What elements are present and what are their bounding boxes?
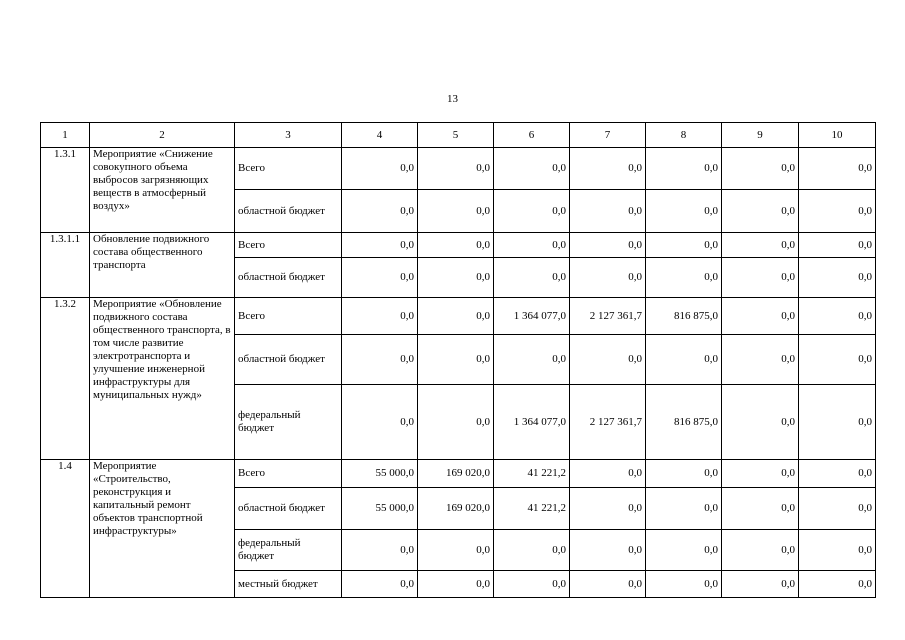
value-cell: 0,0 <box>494 530 570 571</box>
value-cell: 0,0 <box>418 571 494 598</box>
value-cell: 0,0 <box>799 190 876 233</box>
value-cell: 0,0 <box>570 233 646 258</box>
value-cell: 1 364 077,0 <box>494 385 570 460</box>
value-cell: 0,0 <box>342 530 418 571</box>
funding-source: Всего <box>235 148 342 190</box>
value-cell: 41 221,2 <box>494 460 570 488</box>
value-cell: 0,0 <box>418 385 494 460</box>
header-cell: 10 <box>799 123 876 148</box>
funding-source: областной бюджет <box>235 190 342 233</box>
value-cell: 0,0 <box>342 298 418 335</box>
value-cell: 0,0 <box>418 148 494 190</box>
value-cell: 0,0 <box>494 148 570 190</box>
value-cell: 0,0 <box>722 335 799 385</box>
value-cell: 0,0 <box>418 258 494 298</box>
value-cell: 2 127 361,7 <box>570 385 646 460</box>
value-cell: 0,0 <box>342 258 418 298</box>
value-cell: 0,0 <box>799 233 876 258</box>
value-cell: 0,0 <box>722 460 799 488</box>
value-cell: 0,0 <box>646 488 722 530</box>
value-cell: 0,0 <box>646 335 722 385</box>
value-cell: 55 000,0 <box>342 488 418 530</box>
value-cell: 0,0 <box>722 530 799 571</box>
value-cell: 0,0 <box>722 148 799 190</box>
value-cell: 0,0 <box>418 530 494 571</box>
value-cell: 0,0 <box>418 190 494 233</box>
value-cell: 0,0 <box>646 258 722 298</box>
value-cell: 0,0 <box>799 460 876 488</box>
value-cell: 0,0 <box>646 571 722 598</box>
value-cell: 0,0 <box>570 148 646 190</box>
header-cell: 5 <box>418 123 494 148</box>
funding-source: федеральный бюджет <box>235 530 342 571</box>
value-cell: 0,0 <box>722 488 799 530</box>
value-cell: 55 000,0 <box>342 460 418 488</box>
header-cell: 4 <box>342 123 418 148</box>
value-cell: 41 221,2 <box>494 488 570 530</box>
item-code: 1.3.1.1 <box>41 233 90 298</box>
funding-source: Всего <box>235 298 342 335</box>
value-cell: 0,0 <box>722 233 799 258</box>
funding-source: областной бюджет <box>235 335 342 385</box>
header-row <box>41 123 876 148</box>
table-row <box>41 233 876 258</box>
value-cell: 0,0 <box>570 571 646 598</box>
value-cell: 0,0 <box>570 258 646 298</box>
value-cell: 0,0 <box>570 460 646 488</box>
value-cell: 0,0 <box>646 460 722 488</box>
value-cell: 0,0 <box>418 298 494 335</box>
value-cell: 1 364 077,0 <box>494 298 570 335</box>
value-cell: 0,0 <box>418 233 494 258</box>
funding-source: местный бюджет <box>235 571 342 598</box>
header-cell: 3 <box>235 123 342 148</box>
item-code: 1.3.2 <box>41 298 90 460</box>
value-cell: 0,0 <box>418 335 494 385</box>
table-row <box>41 298 876 335</box>
value-cell: 0,0 <box>799 530 876 571</box>
funding-source: областной бюджет <box>235 488 342 530</box>
value-cell: 0,0 <box>570 488 646 530</box>
value-cell: 816 875,0 <box>646 385 722 460</box>
value-cell: 0,0 <box>342 148 418 190</box>
value-cell: 0,0 <box>494 258 570 298</box>
item-name: Мероприятие «Строительство, реконструкция и капитальный ремонт объектов транспортной инфраструктуры» <box>90 460 235 598</box>
funding-source: Всего <box>235 233 342 258</box>
item-name: Мероприятие «Снижение совокупного объема выбросов загрязняющих веществ в атмосферный воздух» <box>90 148 235 233</box>
header-cell: 1 <box>41 123 90 148</box>
value-cell: 0,0 <box>799 488 876 530</box>
value-cell: 0,0 <box>494 190 570 233</box>
value-cell: 0,0 <box>646 530 722 571</box>
value-cell: 0,0 <box>342 190 418 233</box>
value-cell: 0,0 <box>646 190 722 233</box>
value-cell: 0,0 <box>799 385 876 460</box>
item-name: Мероприятие «Обновление подвижного состава общественного транспорта, в том числе развитие электротранспорта и улучшение инженерной инфраструктуры для муниципальных нужд» <box>90 298 235 460</box>
value-cell: 0,0 <box>342 385 418 460</box>
value-cell: 0,0 <box>722 258 799 298</box>
value-cell: 0,0 <box>342 571 418 598</box>
value-cell: 0,0 <box>799 298 876 335</box>
value-cell: 0,0 <box>799 571 876 598</box>
value-cell: 0,0 <box>722 385 799 460</box>
page-number: 13 <box>447 93 458 105</box>
header-cell: 9 <box>722 123 799 148</box>
value-cell: 0,0 <box>799 258 876 298</box>
value-cell: 0,0 <box>494 335 570 385</box>
item-name: Обновление подвижного состава общественного транспорта <box>90 233 235 298</box>
budget-table <box>40 122 876 598</box>
value-cell: 0,0 <box>722 190 799 233</box>
value-cell: 169 020,0 <box>418 488 494 530</box>
value-cell: 0,0 <box>646 148 722 190</box>
header-cell: 2 <box>90 123 235 148</box>
funding-source: Всего <box>235 460 342 488</box>
value-cell: 0,0 <box>570 190 646 233</box>
value-cell: 0,0 <box>342 233 418 258</box>
table-row <box>41 460 876 488</box>
value-cell: 816 875,0 <box>646 298 722 335</box>
funding-source: областной бюджет <box>235 258 342 298</box>
value-cell: 0,0 <box>722 571 799 598</box>
value-cell: 0,0 <box>342 335 418 385</box>
value-cell: 0,0 <box>722 298 799 335</box>
item-code: 1.4 <box>41 460 90 598</box>
header-cell: 6 <box>494 123 570 148</box>
value-cell: 0,0 <box>646 233 722 258</box>
value-cell: 0,0 <box>494 571 570 598</box>
funding-source: федеральный бюджет <box>235 385 342 460</box>
header-cell: 7 <box>570 123 646 148</box>
value-cell: 0,0 <box>570 530 646 571</box>
item-code: 1.3.1 <box>41 148 90 233</box>
value-cell: 0,0 <box>799 335 876 385</box>
value-cell: 169 020,0 <box>418 460 494 488</box>
table-row <box>41 148 876 190</box>
header-cell: 8 <box>646 123 722 148</box>
value-cell: 2 127 361,7 <box>570 298 646 335</box>
value-cell: 0,0 <box>799 148 876 190</box>
value-cell: 0,0 <box>570 335 646 385</box>
value-cell: 0,0 <box>494 233 570 258</box>
